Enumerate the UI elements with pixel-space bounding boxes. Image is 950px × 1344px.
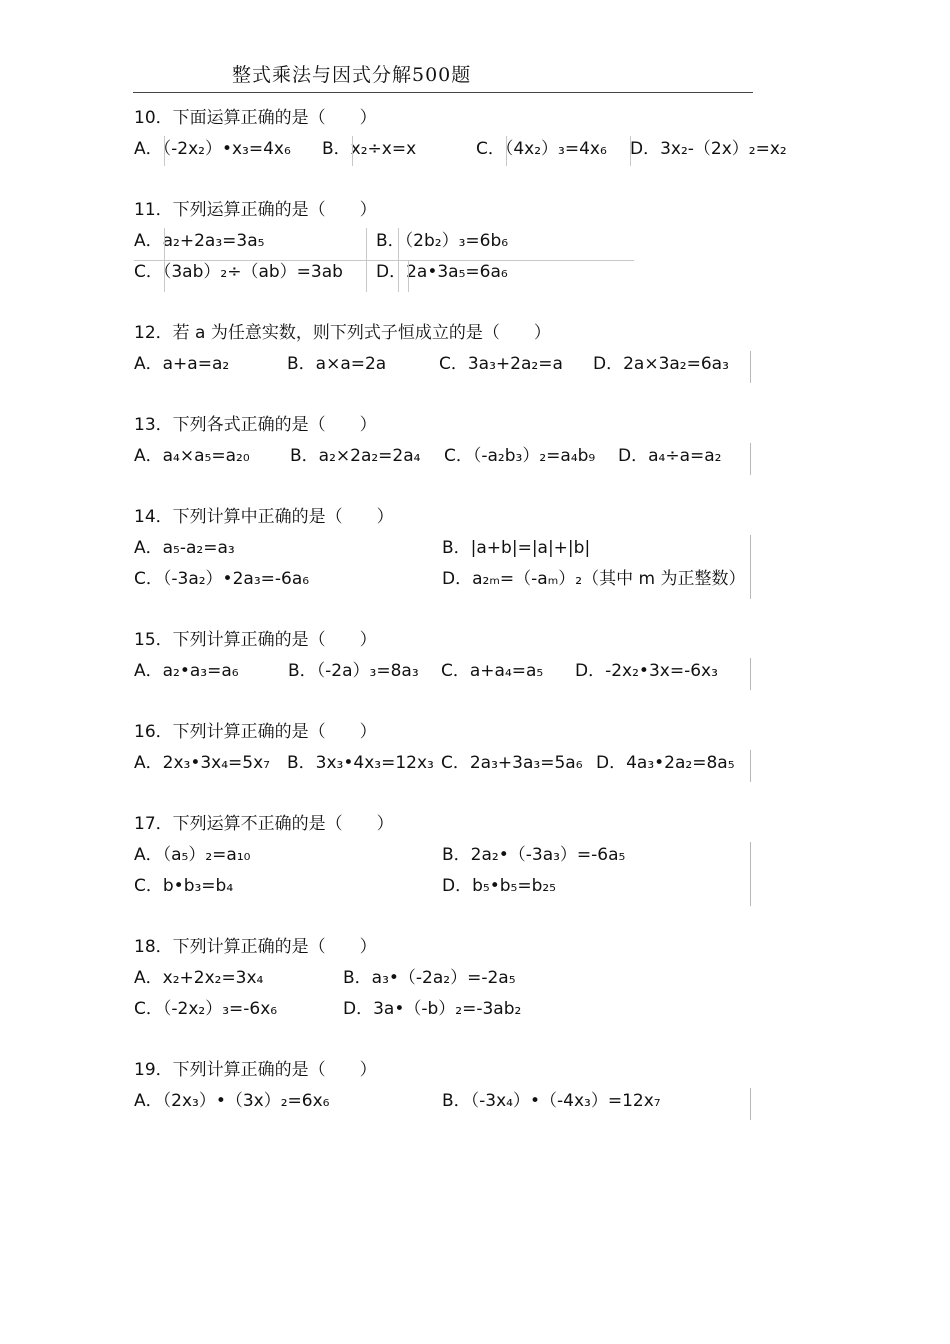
question-17-stem: 17．下列运算不正确的是（ ） (134, 814, 394, 834)
question-19-option-a: A．（2x₃）•（3x）₂=6x₆ (134, 1091, 330, 1111)
table-rule (630, 136, 631, 166)
margin-rule (750, 750, 751, 782)
question-12-option-d: D．2a×3a₂=6a₃ (593, 354, 729, 374)
question-17-option-a: A．（a₅）₂=a₁₀ (134, 845, 251, 865)
question-11-option-a: A．a₂+2a₃=3a₅ (134, 231, 265, 251)
table-rule (506, 136, 507, 166)
question-18-option-a: A．x₂+2x₂=3x₄ (134, 968, 264, 988)
question-12-stem: 12．若 a 为任意实数，则下列式子恒成立的是（ ） (134, 323, 551, 343)
question-14-option-d: D．a₂ₘ=（-aₘ）₂（其中 m 为正整数） (442, 569, 746, 589)
margin-rule (750, 842, 751, 906)
question-13-option-a: A．a₄×a₅=a₂₀ (134, 446, 250, 466)
question-12-option-a: A．a+a=a₂ (134, 354, 230, 374)
question-11-stem: 11．下列运算正确的是（ ） (134, 200, 377, 220)
question-14-stem: 14．下列计算中正确的是（ ） (134, 507, 394, 527)
margin-rule (750, 443, 751, 475)
question-19-option-b: B．（-3x₄）•（-4x₃）=12x₇ (442, 1091, 661, 1111)
question-10-option-c: C．（4x₂）₃=4x₆ (476, 139, 607, 159)
margin-rule (750, 535, 751, 599)
question-11-option-d: D．2a•3a₅=6a₆ (376, 262, 508, 282)
question-10-stem: 10．下面运算正确的是（ ） (134, 108, 377, 128)
question-15-stem: 15．下列计算正确的是（ ） (134, 630, 377, 650)
margin-rule (750, 351, 751, 383)
question-16-option-c: C．2a₃+3a₃=5a₆ (441, 753, 583, 773)
question-12-option-c: C．3a₃+2a₂=a (439, 354, 563, 374)
question-18-stem: 18．下列计算正确的是（ ） (134, 937, 377, 957)
question-15-option-b: B．（-2a）₃=8a₃ (288, 661, 419, 681)
question-14-option-c: C．（-3a₂）•2a₃=-6a₆ (134, 569, 310, 589)
question-10-option-b: B．x₂÷x=x (322, 139, 417, 159)
page-title: 整式乘法与因式分解500题 (232, 64, 472, 86)
question-16-option-d: D．4a₃•2a₂=8a₅ (596, 753, 735, 773)
header-rule (133, 92, 753, 93)
table-rule (408, 260, 409, 292)
table-rule (352, 136, 353, 166)
question-16-option-b: B．3x₃•4x₃=12x₃ (287, 753, 434, 773)
question-17-option-b: B．2a₂•（-3a₃）=-6a₅ (442, 845, 626, 865)
question-15-option-d: D．-2x₂•3x=-6x₃ (575, 661, 718, 681)
question-10-option-a: A．（-2x₂）•x₃=4x₆ (134, 139, 291, 159)
question-13-option-b: B．a₂×2a₂=2a₄ (290, 446, 421, 466)
question-19-stem: 19．下列计算正确的是（ ） (134, 1060, 377, 1080)
question-13-stem: 13．下列各式正确的是（ ） (134, 415, 377, 435)
question-10-option-d: D．3x₂-（2x）₂=x₂ (630, 139, 787, 159)
question-17-option-d: D．b₅•b₅=b₂₅ (442, 876, 556, 896)
question-16-option-a: A．2x₃•3x₄=5x₇ (134, 753, 270, 773)
question-18-option-b: B．a₃•（-2a₂）=-2a₅ (343, 968, 516, 988)
question-18-option-d: D．3a•（-b）₂=-3ab₂ (343, 999, 522, 1019)
question-17-option-c: C．b•b₃=b₄ (134, 876, 234, 896)
question-12-option-b: B．a×a=2a (287, 354, 387, 374)
question-11-option-c: C．（3ab）₂÷（ab）=3ab (134, 262, 343, 282)
question-15-option-a: A．a₂•a₃=a₆ (134, 661, 239, 681)
margin-rule (750, 658, 751, 690)
question-14-option-b: B．|a+b|=|a|+|b| (442, 538, 591, 558)
question-13-option-c: C．（-a₂b₃）₂=a₄b₉ (444, 446, 596, 466)
table-rule (164, 136, 165, 166)
table-rule (134, 260, 634, 261)
margin-rule (750, 1088, 751, 1120)
question-18-option-c: C．（-2x₂）₃=-6x₆ (134, 999, 278, 1019)
question-11-option-b: B．（2b₂）₃=6b₆ (376, 231, 509, 251)
question-15-option-c: C．a+a₄=a₅ (441, 661, 544, 681)
question-13-option-d: D．a₄÷a=a₂ (618, 446, 722, 466)
question-16-stem: 16．下列计算正确的是（ ） (134, 722, 377, 742)
question-14-option-a: A．a₅-a₂=a₃ (134, 538, 235, 558)
